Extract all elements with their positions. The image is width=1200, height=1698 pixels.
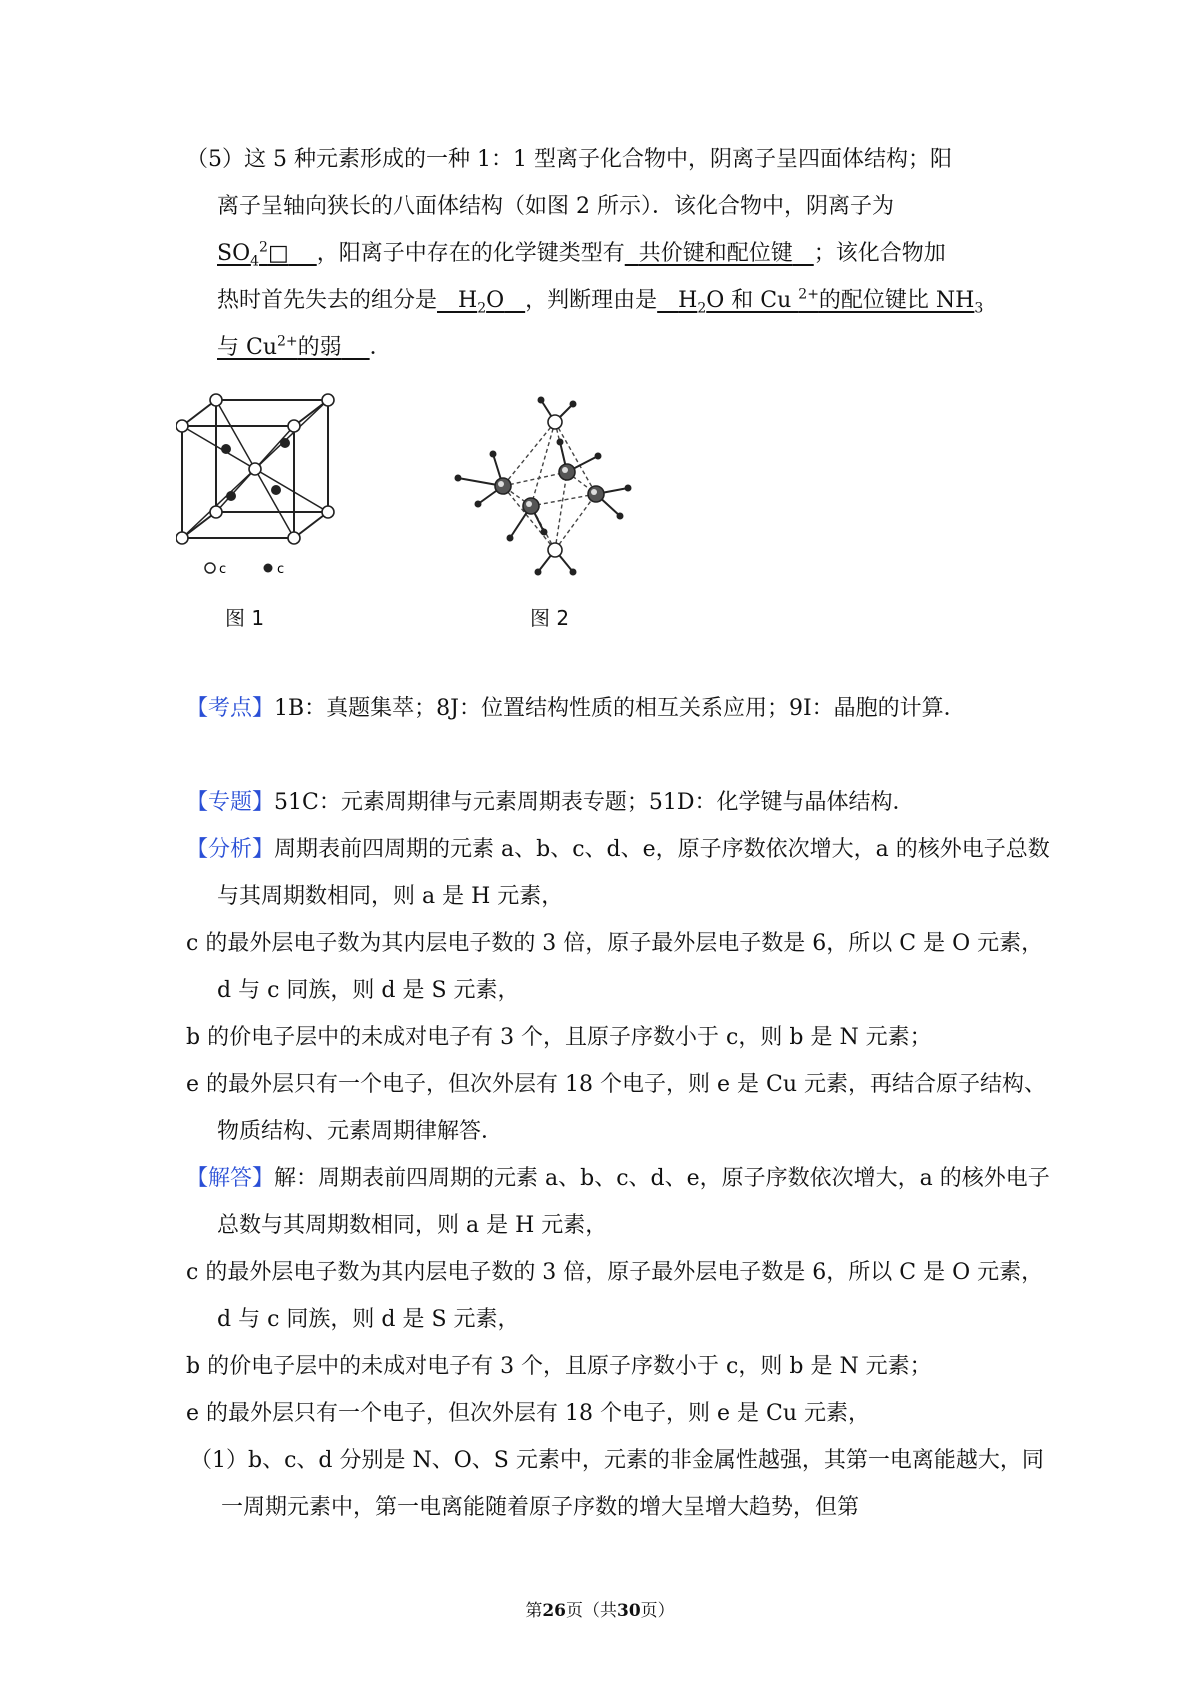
total-page-count: 30 bbox=[617, 1601, 641, 1621]
zhuanti-tag: 【专题】 bbox=[186, 790, 275, 815]
jieda-p1: 解：周期表前四周期的元素 a、b、c、d、e，原子序数依次增大，a 的核外电子总数与其周期数相同，则 a 是 H 元素， bbox=[217, 1166, 1050, 1238]
lost-component-answer: $H_2O$ bbox=[458, 288, 505, 317]
fenxi-p4: e 的最外层只有一个电子，但次外层有 18 个电子，则 e 是 Cu 元素，再结合原子结构、物质结构、元素周期律解答． bbox=[186, 1072, 1046, 1144]
jieda-p4-block bbox=[186, 1390, 1053, 1437]
q5-lead-text: （5）这 5 种元素形成的一种 1：1 型离子化合物中，阴离子呈四面体结构；阳 bbox=[186, 147, 952, 172]
reason-answer-part1: $H_2O$ 和 Cu $^{2+}$的配位键比 $NH_3$ bbox=[678, 286, 984, 317]
current-page-number: 26 bbox=[542, 1601, 566, 1621]
q5-line-1 bbox=[186, 136, 1022, 183]
fenxi-p2: c 的最外层电子数为其内层电子数的 3 倍，原子最外层电子数是 6，所以 C 是 O 元素，d 与 c 同族，则 d 是 S 元素， bbox=[186, 931, 1044, 1003]
jieda-p4: e 的最外层只有一个电子，但次外层有 18 个电子，则 e 是 Cu 元素， bbox=[186, 1401, 870, 1426]
zhuanti-text: 51C：元素周期律与元素周期表专题；51D：化学键与晶体结构． bbox=[274, 790, 915, 815]
q5-line-2 bbox=[217, 183, 1053, 230]
kaodian-text: 1B：真题集萃；8J：位置结构性质的相互关系应用；9I：晶胞的计算． bbox=[274, 696, 966, 721]
q5-text-4a: 热时首先失去的组分是 bbox=[217, 288, 438, 313]
q5-line-3 bbox=[217, 230, 1053, 277]
jieda-p5-block bbox=[190, 1437, 1057, 1531]
q5-text-4b: ，判断理由是 bbox=[525, 288, 658, 313]
fig1-legend-white: c bbox=[219, 562, 227, 577]
figure-2-caption: 图 2 bbox=[530, 606, 570, 630]
jieda-section bbox=[186, 1155, 1053, 1249]
figure-2-octahedron bbox=[448, 392, 638, 592]
q5-text-2: 离子呈轴向狭长的八面体结构（如图 2 所示）．该化合物中，阴离子为 bbox=[217, 194, 894, 219]
jieda-tag: 【解答】 bbox=[186, 1166, 275, 1191]
bond-type-answer: 共价键和配位键 bbox=[638, 241, 793, 266]
figure-1-caption: 图 1 bbox=[225, 606, 265, 630]
q5-text-3-end: ；该化合物加 bbox=[813, 241, 946, 266]
kaodian-tag: 【考点】 bbox=[186, 696, 275, 721]
jieda-p2-block bbox=[186, 1249, 1053, 1343]
fenxi-p3-block bbox=[186, 1014, 1053, 1061]
q5-text-5-end: ． bbox=[369, 335, 392, 360]
reason-answer-part2: 与 $Cu^{2+}$的弱 bbox=[217, 333, 342, 360]
anion-answer: $SO_4^2□$ bbox=[217, 239, 289, 270]
kaodian-section bbox=[186, 685, 1053, 732]
figure-1-unit-cell bbox=[176, 392, 346, 592]
q5-text-3: ，阳离子中存在的化学键类型有 bbox=[316, 241, 625, 266]
fenxi-p1: 周期表前四周期的元素 a、b、c、d、e，原子序数依次增大，a 的核外电子总数与其周期数相同，则 a 是 H 元素， bbox=[217, 837, 1050, 909]
fig1-legend-black: c bbox=[277, 562, 285, 577]
jieda-p3-block bbox=[186, 1343, 1053, 1390]
jieda-p5: （1）b、c、d 分别是 N、O、S 元素中，元素的非金属性越强，其第一电离能越大，同一周期元素中，第一电离能随着原子序数的增大呈增大趋势，但第 bbox=[190, 1448, 1044, 1520]
q5-line-4 bbox=[217, 277, 1053, 324]
q5-line-5 bbox=[217, 324, 1053, 371]
fenxi-p2-block bbox=[186, 920, 1053, 1014]
zhuanti-section bbox=[186, 779, 1053, 826]
fenxi-tag: 【分析】 bbox=[186, 837, 275, 862]
page-footer: 第26页（共30页） bbox=[525, 1601, 675, 1621]
jieda-p2: c 的最外层电子数为其内层电子数的 3 倍，原子最外层电子数是 6，所以 C 是 O 元素，d 与 c 同族，则 d 是 S 元素， bbox=[186, 1260, 1044, 1332]
fenxi-section bbox=[186, 826, 1053, 920]
jieda-p3: b 的价电子层中的未成对电子有 3 个，且原子序数小于 c，则 b 是 N 元素； bbox=[186, 1354, 932, 1379]
fenxi-p4-block bbox=[186, 1061, 1053, 1155]
fenxi-p3: b 的价电子层中的未成对电子有 3 个，且原子序数小于 c，则 b 是 N 元素； bbox=[186, 1025, 932, 1050]
